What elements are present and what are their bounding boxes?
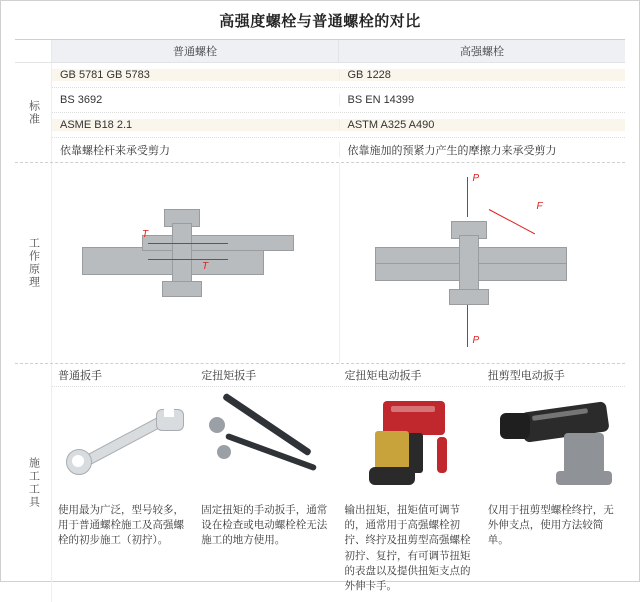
standards-row bbox=[15, 63, 625, 162]
tool-image-2 bbox=[195, 387, 338, 497]
tools-row bbox=[15, 364, 625, 602]
row-label-tools bbox=[15, 364, 52, 602]
row-label-principle-text: 工作原理 bbox=[27, 237, 40, 289]
standard-ordinary-1: GB 5781 GB 5783 bbox=[52, 69, 339, 81]
table-row bbox=[52, 138, 625, 162]
standard-high-1: GB 1228 bbox=[339, 69, 626, 81]
table-row bbox=[52, 88, 625, 113]
force-label-t1: T bbox=[142, 229, 149, 240]
friction-pointer bbox=[488, 209, 534, 234]
row-label-standard bbox=[15, 63, 52, 162]
tool-image-row bbox=[52, 387, 625, 497]
force-label-f: F bbox=[536, 201, 543, 212]
standard-high-3: ASTM A325 A490 bbox=[339, 119, 626, 131]
principle-row bbox=[15, 163, 625, 363]
standard-high-4: 依靠施加的预紧力产生的摩擦力来承受剪力 bbox=[339, 142, 626, 158]
preload-arrow-top bbox=[467, 177, 468, 217]
principle-diagram-high-strength bbox=[339, 163, 626, 363]
bolt-shank-left bbox=[172, 223, 192, 287]
shear-arrow-bottom bbox=[148, 259, 228, 260]
tool-description-row bbox=[52, 497, 625, 602]
table-header-row bbox=[15, 40, 625, 63]
tool-name-2: 定扭矩扳手 bbox=[201, 370, 257, 382]
combination-wrench-icon bbox=[52, 387, 195, 497]
column-header-high-strength: 高强螺栓 bbox=[339, 40, 625, 62]
tool-desc-1: 使用最为广泛，型号较多，用于普通螺栓施工及高强螺栓的初步施工（初拧）。 bbox=[58, 504, 184, 547]
tool-desc-3: 输出扭矩，扭矩值可调节的，通常用于高强螺栓初拧、终拧及扭剪型高强螺栓初拧、复拧，有可调节扭矩的表盘以及提供扭矩支点的外伸卡手。 bbox=[344, 504, 471, 593]
bolt-nut-left bbox=[162, 281, 202, 297]
tool-name-3: 定扭矩电动扳手 bbox=[344, 370, 422, 382]
row-label-standard-text: 标准 bbox=[27, 99, 40, 126]
bolt-nut-right bbox=[449, 289, 489, 305]
principle-body bbox=[52, 163, 625, 363]
preload-arrow-bottom bbox=[467, 305, 468, 347]
tool-image-3 bbox=[339, 387, 482, 497]
header-corner-cell bbox=[15, 40, 52, 62]
electric-torque-wrench-icon bbox=[339, 387, 482, 497]
comparison-table bbox=[15, 39, 625, 602]
force-label-p-top: P bbox=[472, 173, 480, 184]
page-title: 高强度螺栓与普通螺栓的对比 bbox=[219, 13, 421, 30]
principle-diagram-ordinary bbox=[52, 163, 340, 363]
tool-name-row bbox=[52, 364, 625, 387]
standard-ordinary-2: BS 3692 bbox=[52, 94, 339, 106]
standard-ordinary-4: 依靠螺栓杆来承受剪力 bbox=[52, 142, 339, 158]
standards-body bbox=[52, 63, 625, 162]
standard-ordinary-3: ASME B18 2.1 bbox=[52, 119, 339, 131]
tools-body bbox=[52, 364, 625, 602]
tool-desc-2: 固定扭矩的手动扳手，通常设在检查或电动螺栓栓无法施工的地方使用。 bbox=[201, 504, 328, 547]
table-row bbox=[52, 113, 625, 138]
column-header-ordinary: 普通螺栓 bbox=[52, 40, 339, 62]
table-row bbox=[52, 63, 625, 88]
force-label-p-bottom: P bbox=[472, 335, 480, 346]
row-label-tools-text: 施工工具 bbox=[27, 457, 40, 510]
tool-name-4: 扭剪型电动扳手 bbox=[487, 370, 565, 382]
tool-image-1 bbox=[52, 387, 195, 497]
tool-desc-4: 仅用于扭剪型螺栓终拧，无外伸支点，使用方法较简单。 bbox=[487, 504, 614, 547]
row-label-principle bbox=[15, 163, 52, 363]
standard-high-2: BS EN 14399 bbox=[339, 94, 626, 106]
tool-name-1: 普通扳手 bbox=[58, 370, 102, 382]
force-label-t2: T bbox=[202, 261, 209, 272]
shear-type-electric-wrench-icon bbox=[482, 387, 625, 497]
shear-arrow-top bbox=[148, 243, 228, 244]
tool-image-4 bbox=[482, 387, 625, 497]
torque-wrench-icon bbox=[195, 387, 338, 497]
bolt-shank-right bbox=[459, 235, 479, 295]
